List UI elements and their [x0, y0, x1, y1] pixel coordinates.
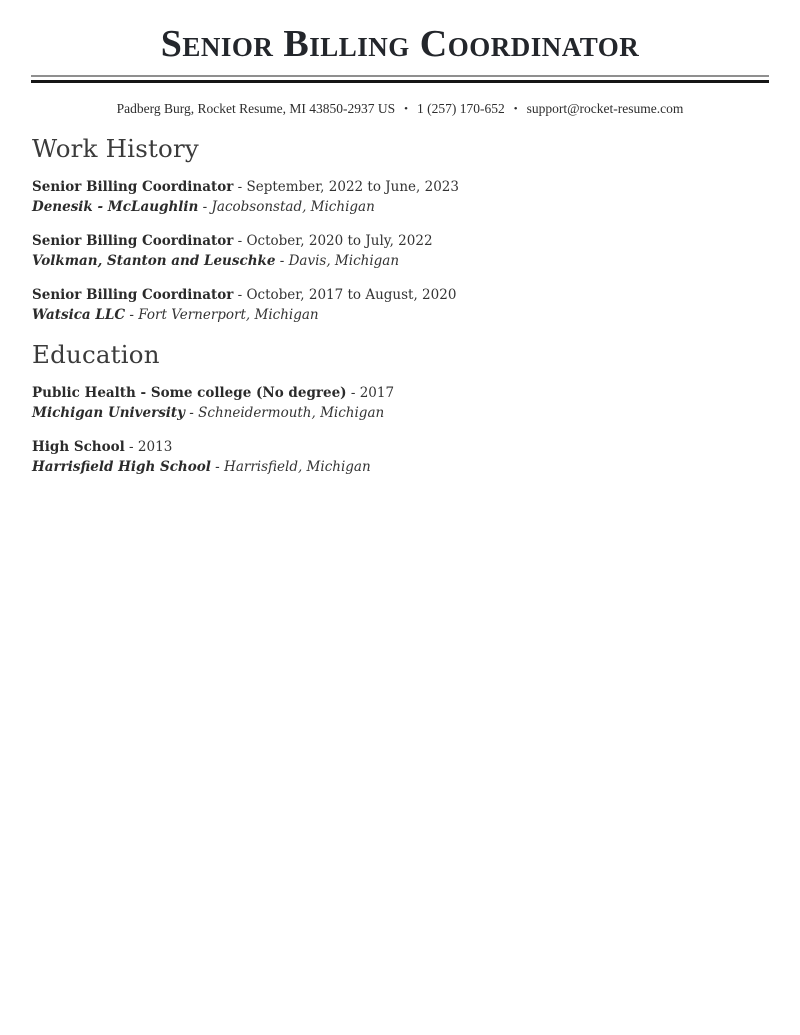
education-entry-school-line: [32, 457, 768, 477]
dash-separator: -: [233, 233, 247, 249]
dash-separator: -: [233, 179, 247, 195]
job-location: Davis, Michigan: [288, 253, 400, 269]
company-name: Denesik - McLaughlin: [32, 199, 199, 215]
work-entry: [32, 285, 768, 325]
header-divider: [31, 75, 769, 83]
job-title: Senior Billing Coordinator: [32, 233, 234, 249]
education-entry: [32, 383, 768, 423]
job-dates: October, 2020 to July, 2022: [246, 233, 433, 249]
company-name: Volkman, Stanton and Leuschke: [32, 253, 276, 269]
dash-separator: -: [124, 439, 138, 455]
dash-separator: -: [275, 253, 289, 269]
job-title: Senior Billing Coordinator: [32, 179, 234, 195]
education-entry-school-line: [32, 403, 768, 423]
contact-phone: 1 (257) 170-652: [416, 101, 505, 116]
work-entry-title-line: [32, 231, 768, 251]
job-location: Fort Vernerport, Michigan: [138, 307, 319, 323]
dash-separator: -: [233, 287, 247, 303]
education-entry-title-line: [32, 383, 768, 403]
page-title: Senior Billing Coordinator: [160, 23, 640, 65]
bullet-separator-icon: •: [404, 103, 408, 115]
education-section: [32, 339, 768, 477]
contact-line: [0, 99, 800, 119]
job-dates: September, 2022 to June, 2023: [246, 179, 459, 195]
education-entry-title-line: [32, 437, 768, 457]
education-heading: Education: [32, 340, 160, 369]
dash-separator: -: [210, 459, 225, 475]
education-entry: [32, 437, 768, 477]
degree-title: High School: [32, 439, 125, 455]
job-title: Senior Billing Coordinator: [32, 287, 234, 303]
work-entry-company-line: [32, 305, 768, 325]
work-entry-title-line: [32, 177, 768, 197]
graduation-year: 2013: [137, 439, 173, 455]
contact-address: Padberg Burg, Rocket Resume, MI 43850-2937 US: [116, 101, 396, 116]
work-entry: [32, 231, 768, 271]
work-entry-title-line: [32, 285, 768, 305]
school-name: Michigan University: [32, 405, 186, 421]
resume-body: [0, 133, 800, 477]
job-dates: October, 2017 to August, 2020: [246, 287, 457, 303]
work-history-section: [32, 133, 768, 325]
work-entry: [32, 177, 768, 217]
work-history-heading: Work History: [32, 134, 199, 163]
work-entry-company-line: [32, 197, 768, 217]
dash-separator: -: [346, 385, 360, 401]
company-name: Watsica LLC: [32, 307, 126, 323]
dash-separator: -: [198, 199, 212, 215]
school-name: Harrisfield High School: [32, 459, 211, 475]
job-location: Jacobsonstad, Michigan: [211, 199, 375, 215]
work-entry-company-line: [32, 251, 768, 271]
school-location: Schneidermouth, Michigan: [198, 405, 385, 421]
dash-separator: -: [185, 405, 199, 421]
graduation-year: 2017: [359, 385, 395, 401]
degree-title: Public Health - Some college (No degree): [32, 385, 347, 401]
resume-header: [0, 0, 800, 119]
bullet-separator-icon: •: [513, 103, 518, 115]
school-location: Harrisfield, Michigan: [224, 459, 371, 475]
contact-email: support@rocket-resume.com: [526, 101, 684, 116]
dash-separator: -: [125, 307, 139, 323]
